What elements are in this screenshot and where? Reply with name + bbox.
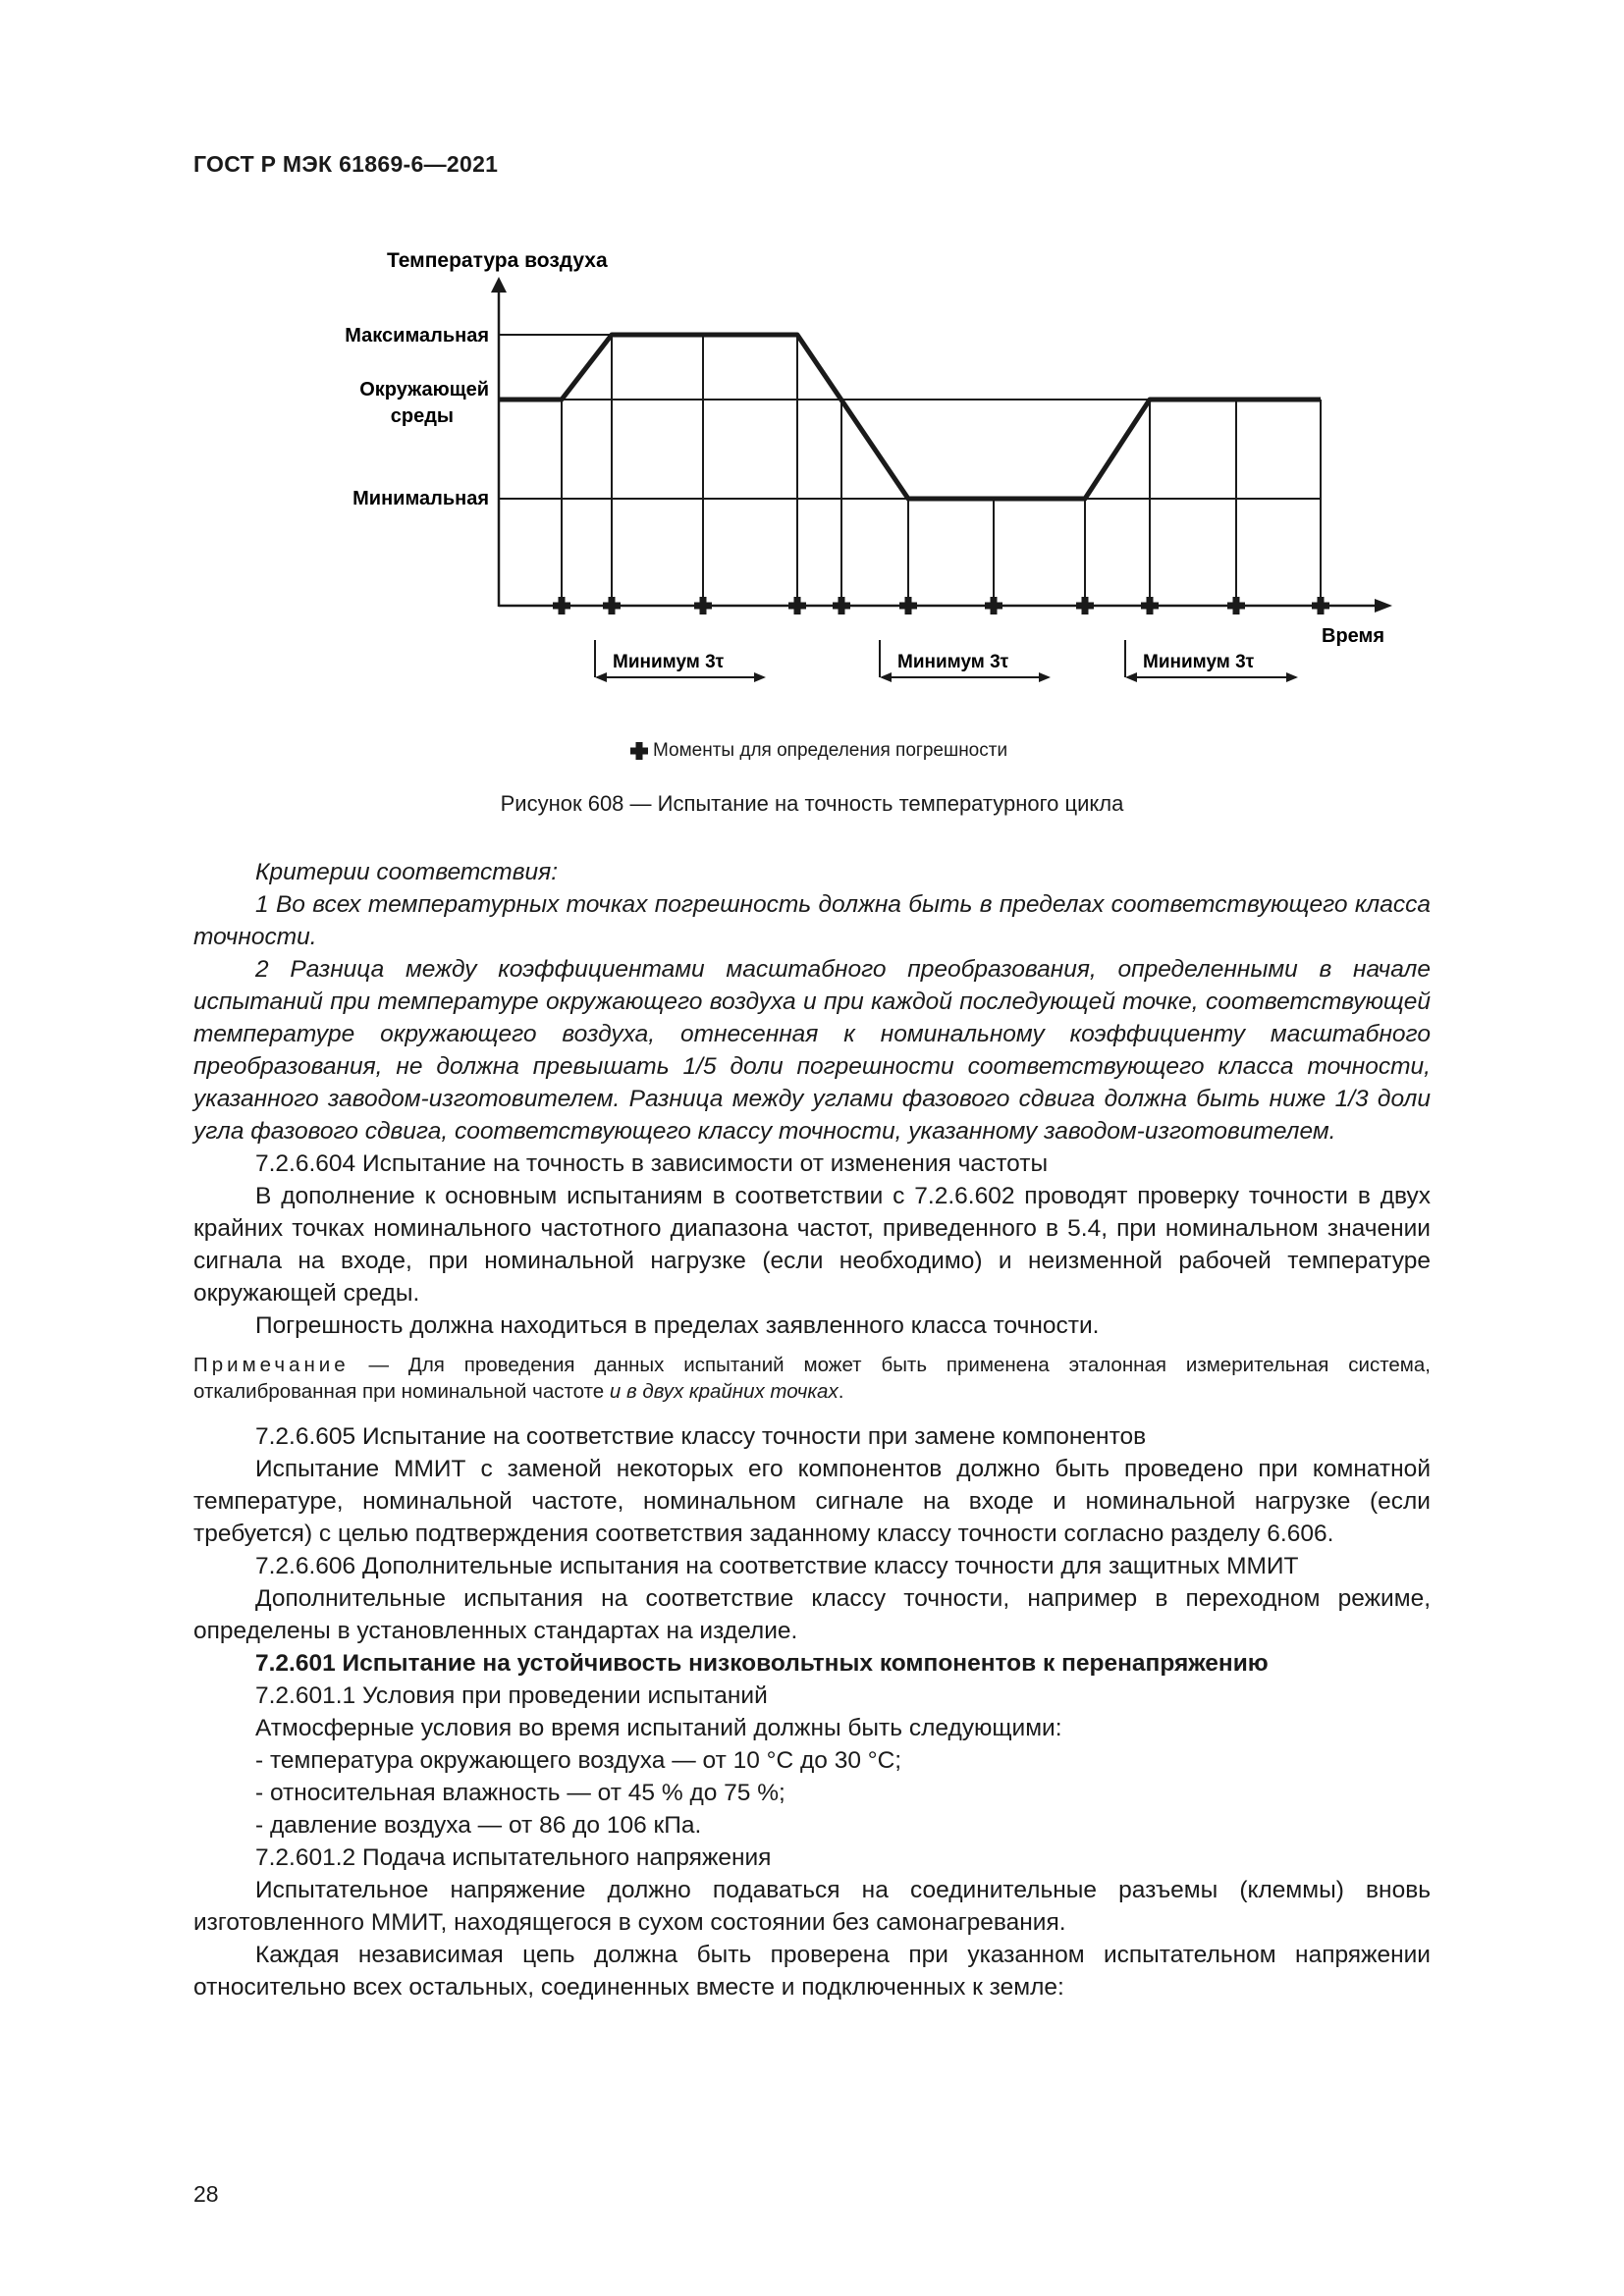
measurement-marker: [788, 597, 806, 614]
paragraph: Испытание ММИТ с заменой некоторых его компонентов должно быть проведено при комнатной температуре, номинальной частоте, номинальном сигнале на входе и номинальной нагрузке (если требуется) с целью подтверждения соответствия заданному классу точности согласно разделу 6.606.: [193, 1456, 1431, 1547]
note-label: Примечание: [193, 1354, 350, 1376]
criteria-item-2: 2 Разница между коэффициентами масштабного преобразования, определенными в начале испытаний при температуре окружающего воздуха и при каждой последующей точке, соответствующей температуре окружающего воздуха, отнесенная к номинальному коэффициенту масштабного преобразования, не должна превышать 1/5 доли погрешности соответствующего класса точности, указанного заводом-изготовителем. Разница между углами фазового сдвига должна быть ниже 1/3 доли угла фазового сдвига, соответствующего классу точности, указанному заводом-изготовителем.: [193, 956, 1431, 1145]
note-end: .: [838, 1380, 844, 1403]
measurement-marker: [899, 597, 917, 614]
measurement-marker: [694, 597, 712, 614]
temperature-cycle-figure: [295, 240, 1404, 702]
measurement-marker: [1141, 597, 1159, 614]
y-axis-title: Температура воздуха: [387, 249, 608, 272]
figure-caption: Рисунок 608 — Испытание на точность температурного цикла: [500, 791, 1124, 816]
measurement-marker: [985, 597, 1002, 614]
ambient-level-label-1: Окружающей: [359, 379, 489, 400]
measurement-marker: [553, 597, 570, 614]
note-text: — Для проведения данных испытаний может быть применена эталонная измерительная система, откалиброванная при номинальной частоте: [193, 1354, 1431, 1403]
subsection-title: 7.2.601.1 Условия при проведении испытаний: [255, 1682, 768, 1709]
section-title-604: 7.2.6.604 Испытание на точность в зависимости от изменения частоты: [255, 1150, 1049, 1177]
figure-legend: [629, 740, 1007, 762]
document-header: ГОСТ Р МЭК 61869-6—2021: [193, 151, 499, 177]
criteria-item-1: 1 Во всех температурных точках погрешность должна быть в пределах соответствующего класса точности.: [193, 891, 1431, 950]
paragraph: Дополнительные испытания на соответствие классу точности, например в переходном режиме, определены в установленных стандартах на изделие.: [193, 1585, 1431, 1644]
page-number: 28: [193, 2181, 219, 2207]
note-italic: и в двух крайних точках: [609, 1380, 839, 1403]
paragraph: В дополнение к основным испытаниям в соответствии с 7.2.6.602 проводят проверку точности в двух крайних точках номинального частотного диапазона частот, приведенного в 5.4, при номинальном значении сигнала на входе, при номинальной нагрузке (если необходимо) и неизменной рабочей температуре окружающей среды.: [193, 1183, 1431, 1307]
measurement-marker: [833, 597, 850, 614]
document-body: [193, 856, 1431, 2003]
y-axis-arrow: [491, 277, 507, 293]
section-title-601: 7.2.601 Испытание на устойчивость низковольтных компонентов к перенапряжению: [255, 1650, 1269, 1677]
list-item: - температура окружающего воздуха — от 10 °С до 30 °С;: [255, 1747, 902, 1774]
measurement-marker: [603, 597, 621, 614]
temperature-profile: [499, 335, 1321, 499]
paragraph: Атмосферные условия во время испытаний должны быть следующими:: [255, 1715, 1062, 1741]
interval-label: Минимум 3τ: [897, 652, 1009, 672]
interval-label: Минимум 3τ: [1143, 652, 1255, 672]
interval-label: Минимум 3τ: [613, 652, 725, 672]
list-item: - давление воздуха — от 86 до 106 кПа.: [255, 1812, 702, 1839]
criteria-title: Критерии соответствия:: [255, 859, 559, 885]
legend-text: Моменты для определения погрешности: [653, 740, 1008, 761]
ambient-level-label-2: среды: [390, 405, 454, 427]
paragraph: Испытательное напряжение должно подаваться на соединительные разъемы (клеммы) вновь изготовленного ММИТ, находящегося в сухом состоянии без самонагревания.: [193, 1877, 1431, 1936]
subsection-title: 7.2.601.2 Подача испытательного напряжения: [255, 1844, 772, 1871]
measurement-marker: [1312, 597, 1329, 614]
note: [193, 1352, 1431, 1405]
paragraph: Каждая независимая цепь должна быть проверена при указанном испытательном напряжении относительно всех остальных, соединенных вместе и подключенных к земле:: [193, 1942, 1431, 2001]
min-level-label: Минимальная: [352, 488, 489, 509]
section-title-606: 7.2.6.606 Дополнительные испытания на соответствие классу точности для защитных ММИТ: [255, 1553, 1299, 1579]
list-item: - относительная влажность — от 45 % до 75 %;: [255, 1780, 785, 1806]
x-axis-arrow: [1375, 599, 1392, 613]
section-title-605: 7.2.6.605 Испытание на соответствие классу точности при замене компонентов: [255, 1423, 1147, 1450]
measurement-marker: [1076, 597, 1094, 614]
x-axis-title: Время: [1322, 625, 1384, 647]
max-level-label: Максимальная: [345, 325, 489, 347]
paragraph: Погрешность должна находиться в пределах заявленного класса точности.: [255, 1312, 1100, 1339]
measurement-marker: [1227, 597, 1245, 614]
measurement-marker-icon: [629, 741, 649, 761]
